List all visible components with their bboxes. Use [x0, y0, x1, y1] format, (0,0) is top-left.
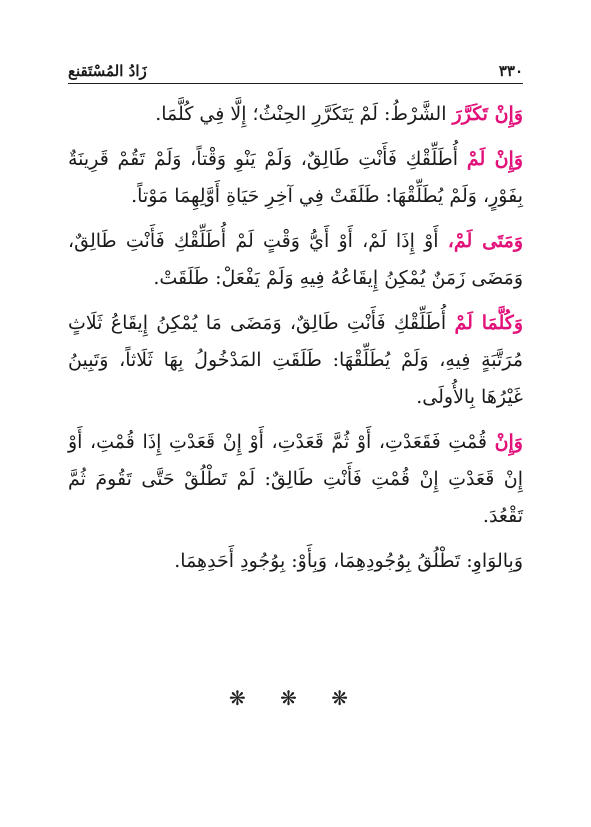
page-number: ٣٣٠	[498, 62, 523, 80]
book-title: زَادُ المُسْتَقنع	[68, 62, 147, 80]
page-body	[68, 96, 523, 588]
paragraph-text: وَبِالوَاوِ: تَطْلُقُ بِوُجُودِهِمَا، وَبِأَوْ: بِوُجُودِ أَحَدِهِمَا.	[174, 550, 523, 572]
paragraph-text: أُطَلِّقْكِ فَأَنْتِ طَالِقٌ، وَمَضَى مَا يُمْكِنُ إِيقَاعُ ثَلَاثٍ مُرَتَّبَةٍ فِيهِ، وَلَمْ يُطَلِّقْهَا: طَلَقَتِ المَدْخُولُ بِهَا ثَلَاثاً، وَتَبِينُ غَيْرُهَا بِالأُولَى.	[68, 312, 523, 408]
paragraph-when-not	[68, 223, 523, 297]
section-separator: ❋ ❋ ❋	[229, 686, 362, 710]
paragraph-text: الشَّرْطُ: لَمْ يَتَكَرَّرِ الحِنْثُ؛ إِلَّا فِي كُلَّمَا.	[155, 103, 453, 125]
paragraph-text: قُمْتِ فَقَعَدْتِ، أَوْ ثُمَّ قَعَدْتِ، أَوْ إِنْ قَعَدْتِ إِذَا قُمْتِ، أَوْ إِنْ قَعَدْتِ إِنْ قُمْتِ فَأَنْتِ طَالِقٌ: لَمْ تَطْلُقْ حَتَّى تَقُومَ ثُمَّ تَقْعُدَ.	[68, 431, 523, 527]
paragraph-text: أُطَلِّقْكِ فَأَنْتِ طَالِقٌ، وَلَمْ يَنْوِ وَقْتاً، وَلَمْ تَقُمْ قَرِينَةٌ بِفَوْرٍ، وَلَمْ يُطَلِّقْهَا: طَلَقَتْ فِي آخِرِ حَيَاةِ أَوَّلِهِمَا مَوْتاً.	[68, 148, 523, 207]
paragraph-if-not	[68, 141, 523, 215]
paragraph-text: أَوْ إِذَا لَمْ، أَوْ أَيُّ وَقْتٍ لَمْ أُطَلِّقْكِ فَأَنْتِ طَالِقٌ، وَمَضَى زَمَنٌ يُمْكِنُ إِيقَاعُهُ فِيهِ وَلَمْ يَفْعَلْ: طَلَقَتْ.	[68, 230, 523, 289]
page-header	[68, 54, 523, 80]
paragraph-with-waw	[68, 543, 523, 580]
paragraph-lead: وَمَتَى لَمْ،	[447, 230, 523, 252]
paragraph-lead: وَإِنْ	[494, 431, 523, 453]
paragraph-lead: وَإِنْ لَمْ	[466, 148, 523, 170]
paragraph-repetition	[68, 96, 523, 133]
header-divider	[68, 83, 523, 84]
paragraph-lead: وَإِنْ تَكَرَّرَ	[452, 103, 523, 125]
paragraph-if-stood	[68, 424, 523, 535]
paragraph-lead: وَكُلَّمَا لَمْ	[454, 312, 523, 334]
paragraph-whenever-not	[68, 305, 523, 416]
